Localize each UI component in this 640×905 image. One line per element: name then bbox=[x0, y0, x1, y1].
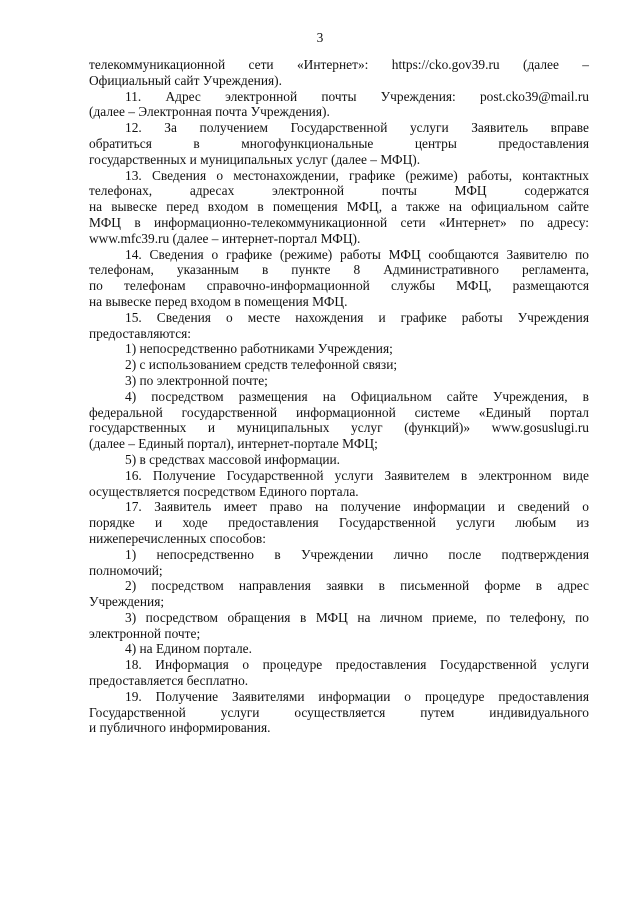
text-line: 1) непосредственно в Учреждении лично после подтверждения bbox=[125, 546, 589, 562]
text-line: государственных и муниципальных услуг (далее – МФЦ). bbox=[89, 151, 421, 167]
text-line: 3) посредством обращения в МФЦ на личном приеме, по телефону, по bbox=[125, 609, 589, 625]
text-line: государственных и муниципальных услуг (функций)» www.gosuslugi.ru bbox=[89, 420, 589, 436]
text-line: и публичного информирования. bbox=[89, 720, 271, 736]
text-line: нижеперечисленных способов: bbox=[89, 530, 266, 546]
text-line: по телефонам справочно-информационной службы МФЦ, размещаются bbox=[89, 278, 589, 294]
text-line: Государственной услуги осуществляется путем индивидуального bbox=[89, 704, 589, 720]
text-line: предоставляются: bbox=[89, 325, 192, 341]
text-line: обратиться в многофункциональные центры предоставления bbox=[89, 135, 589, 151]
text-line: предоставляется бесплатно. bbox=[89, 673, 249, 689]
text-line: 4) посредством размещения на Официальном сайте Учреждения, в bbox=[125, 388, 589, 404]
text-line: порядке и ходе предоставления Государственной услуги любым из bbox=[89, 515, 589, 531]
text-line: полномочий; bbox=[89, 562, 163, 578]
text-line: на вывеске перед входом в помещения МФЦ. bbox=[89, 293, 348, 309]
page-number: 3 bbox=[316, 30, 324, 45]
text-line: 4) на Едином портале. bbox=[125, 641, 252, 657]
text-line: осуществляется посредством Единого портала. bbox=[89, 483, 359, 499]
text-line: Учреждения; bbox=[89, 594, 165, 610]
text-line: электронной почте; bbox=[89, 625, 201, 641]
text-line: 3) по электронной почте; bbox=[125, 372, 268, 388]
text-line: 12. За получением Государственной услуги Заявитель вправе bbox=[125, 120, 589, 136]
text-line: 5) в средствах массовой информации. bbox=[125, 451, 341, 467]
text-line: телекоммуникационной сети «Интернет»: https://cko.gov39.ru (далее – bbox=[89, 57, 589, 72]
text-line: федеральной государственной информационной системе «Единый портал bbox=[89, 404, 589, 420]
text-line: www.mfc39.ru (далее – интернет-портал МФЦ). bbox=[89, 230, 361, 246]
text-line: 11. Адрес электронной почты Учреждения: post.cko39@mail.ru bbox=[125, 88, 589, 104]
text-line: 17. Заявитель имеет право на получение информации и сведений о bbox=[125, 499, 589, 515]
text-line: телефонам, указанным в пункте 8 Административного регламента, bbox=[89, 262, 589, 278]
text-line: 18. Информация о процедуре предоставления Государственной услуги bbox=[125, 657, 589, 673]
text-line: 19. Получение Заявителями информации о процедуре предоставления bbox=[125, 688, 589, 704]
text-line: 2) посредством направления заявки в письменной форме в адрес bbox=[125, 578, 589, 594]
text-line: 2) с использованием средств телефонной связи; bbox=[125, 357, 398, 373]
text-line: 15. Сведения о месте нахождения и графике работы Учреждения bbox=[125, 309, 589, 325]
text-line: 13. Сведения о местонахождении, графике (режиме) работы, контактных bbox=[125, 167, 589, 183]
text-line: 1) непосредственно работниками Учреждения; bbox=[125, 341, 393, 357]
text-line: МФЦ в информационно-телекоммуникационной сети «Интернет» по адресу: bbox=[89, 214, 589, 230]
text-line: (далее – Единый портал), интернет-портале МФЦ; bbox=[89, 436, 378, 452]
document-body bbox=[89, 57, 589, 736]
text-line: 16. Получение Государственной услуги Заявителем в электронном виде bbox=[125, 467, 589, 483]
text-line: (далее – Электронная почта Учреждения). bbox=[89, 104, 330, 120]
text-line: на вывеске перед входом в помещения МФЦ, а также на официальном сайте bbox=[89, 199, 589, 215]
text-line: Официальный сайт Учреждения). bbox=[89, 72, 282, 88]
text-line: телефонах, адресах электронной почты МФЦ содержатся bbox=[89, 183, 589, 199]
text-line: 14. Сведения о графике (режиме) работы МФЦ сообщаются Заявителю по bbox=[125, 246, 589, 262]
